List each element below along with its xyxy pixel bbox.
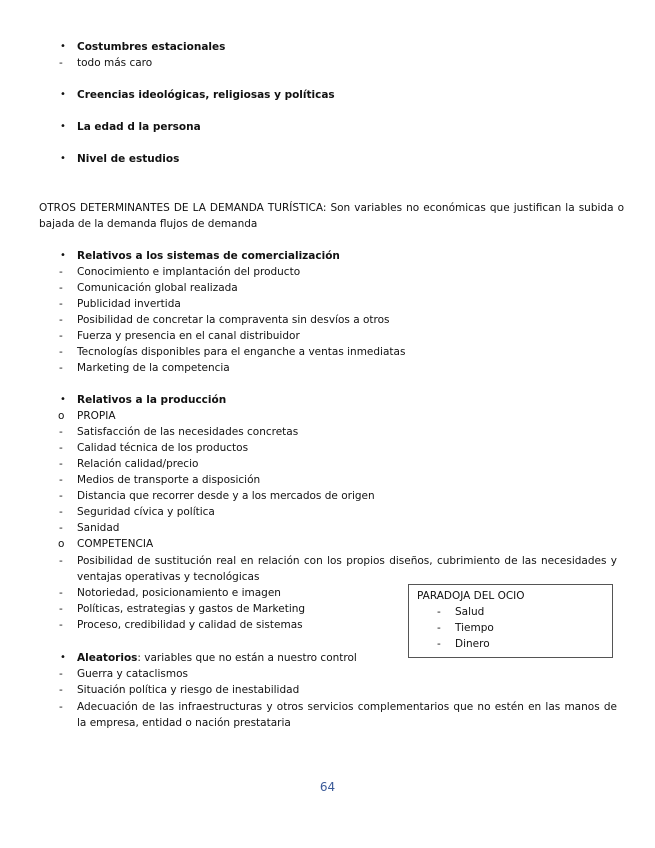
list-item: Notoriedad, posicionamiento e imagen [77,587,281,599]
list-item: Proceso, credibilidad y calidad de sistemas [77,619,303,631]
item-todo-mas-caro: todo más caro [77,57,153,69]
bullet-icon: • [60,121,66,132]
list-item: Distancia que recorrer desde y a los mercados de origen [77,490,375,502]
dash-icon: - [59,474,63,486]
dash-icon: - [59,555,63,567]
intro-paragraph: OTROS DETERMINANTES DE LA DEMANDA TURÍSTICA: Son variables no económicas que justifican la subida o bajada de la demanda flujos de demanda [39,202,624,230]
dash-icon: - [59,57,63,69]
paradoja-title: PARADOJA DEL OCIO [417,590,525,602]
dash-icon: - [59,587,63,599]
dash-icon: - [437,638,441,650]
dash-icon: - [59,701,63,713]
list-item: Publicidad invertida [77,298,181,310]
heading-aleatorios-line [77,651,357,665]
heading-aleatorios: Aleatorios [77,652,138,664]
list-item: Posibilidad de concretar la compraventa sin desvíos a otros [77,314,390,326]
dash-icon: - [59,314,63,326]
circle-bullet-icon: o [58,538,65,550]
dash-icon: - [59,362,63,374]
circle-bullet-icon: o [58,410,65,422]
list-item: Medios de transporte a disposición [77,474,261,486]
heading-comercializacion: Relativos a los sistemas de comercialización [77,250,340,262]
list-item: Sanidad [77,522,120,534]
dash-icon: - [59,684,63,696]
sublabel-competencia: COMPETENCIA [77,538,154,550]
list-item: Calidad técnica de los productos [77,442,249,454]
dash-icon: - [59,603,63,615]
paradoja-item: Tiempo [455,622,494,634]
list-item: Satisfacción de las necesidades concretas [77,426,299,438]
paradoja-item: Dinero [455,638,490,650]
dash-icon: - [59,282,63,294]
dash-icon: - [437,606,441,618]
list-item: Fuerza y presencia en el canal distribuidor [77,330,300,342]
list-item: Guerra y cataclismos [77,668,188,680]
list-item: Tecnologías disponibles para el enganche a ventas inmediatas [77,346,406,358]
bullet-icon: • [60,394,66,405]
list-item: Relación calidad/precio [77,458,199,470]
bullet-icon: • [60,652,66,663]
page-number: 64 [319,780,336,794]
bullet-nivel-estudios: Nivel de estudios [77,153,180,165]
paradoja-box [408,584,613,658]
dash-icon: - [59,266,63,278]
list-item: Comunicación global realizada [77,282,238,294]
dash-icon: - [59,346,63,358]
dash-icon: - [59,668,63,680]
list-item: Conocimiento e implantación del producto [77,266,301,278]
dash-icon: - [59,619,63,631]
list-item: Seguridad cívica y política [77,506,215,518]
bullet-icon: • [60,89,66,100]
list-item: Políticas, estrategias y gastos de Marketing [77,603,306,615]
list-item-sustitucion: Posibilidad de sustitución real en relación con los propios diseños, cubrimiento de las necesidades y ventajas operativas y tecnológicas [77,555,617,583]
dash-icon: - [59,426,63,438]
paradoja-item: Salud [455,606,485,618]
bullet-creencias: Creencias ideológicas, religiosas y políticas [77,89,335,101]
list-item: Situación política y riesgo de inestabilidad [77,684,300,696]
dash-icon: - [59,298,63,310]
bullet-icon: • [60,250,66,261]
bullet-edad: La edad d la persona [77,121,201,133]
heading-aleatorios-rest: : variables que no están a nuestro control [137,652,357,664]
list-item-infraestructuras: Adecuación de las infraestructuras y otros servicios complementarios que no estén en las manos de la empresa, entidad o nación prestataria [77,701,617,729]
heading-produccion: Relativos a la producción [77,394,227,406]
sublabel-propia: PROPIA [77,410,116,422]
list-item: Marketing de la competencia [77,362,230,374]
dash-icon: - [59,442,63,454]
dash-icon: - [59,506,63,518]
dash-icon: - [59,490,63,502]
dash-icon: - [59,458,63,470]
bullet-icon: • [60,41,66,52]
dash-icon: - [59,330,63,342]
bullet-costumbres: Costumbres estacionales [77,41,226,53]
dash-icon: - [437,622,441,634]
bullet-icon: • [60,153,66,164]
dash-icon: - [59,522,63,534]
